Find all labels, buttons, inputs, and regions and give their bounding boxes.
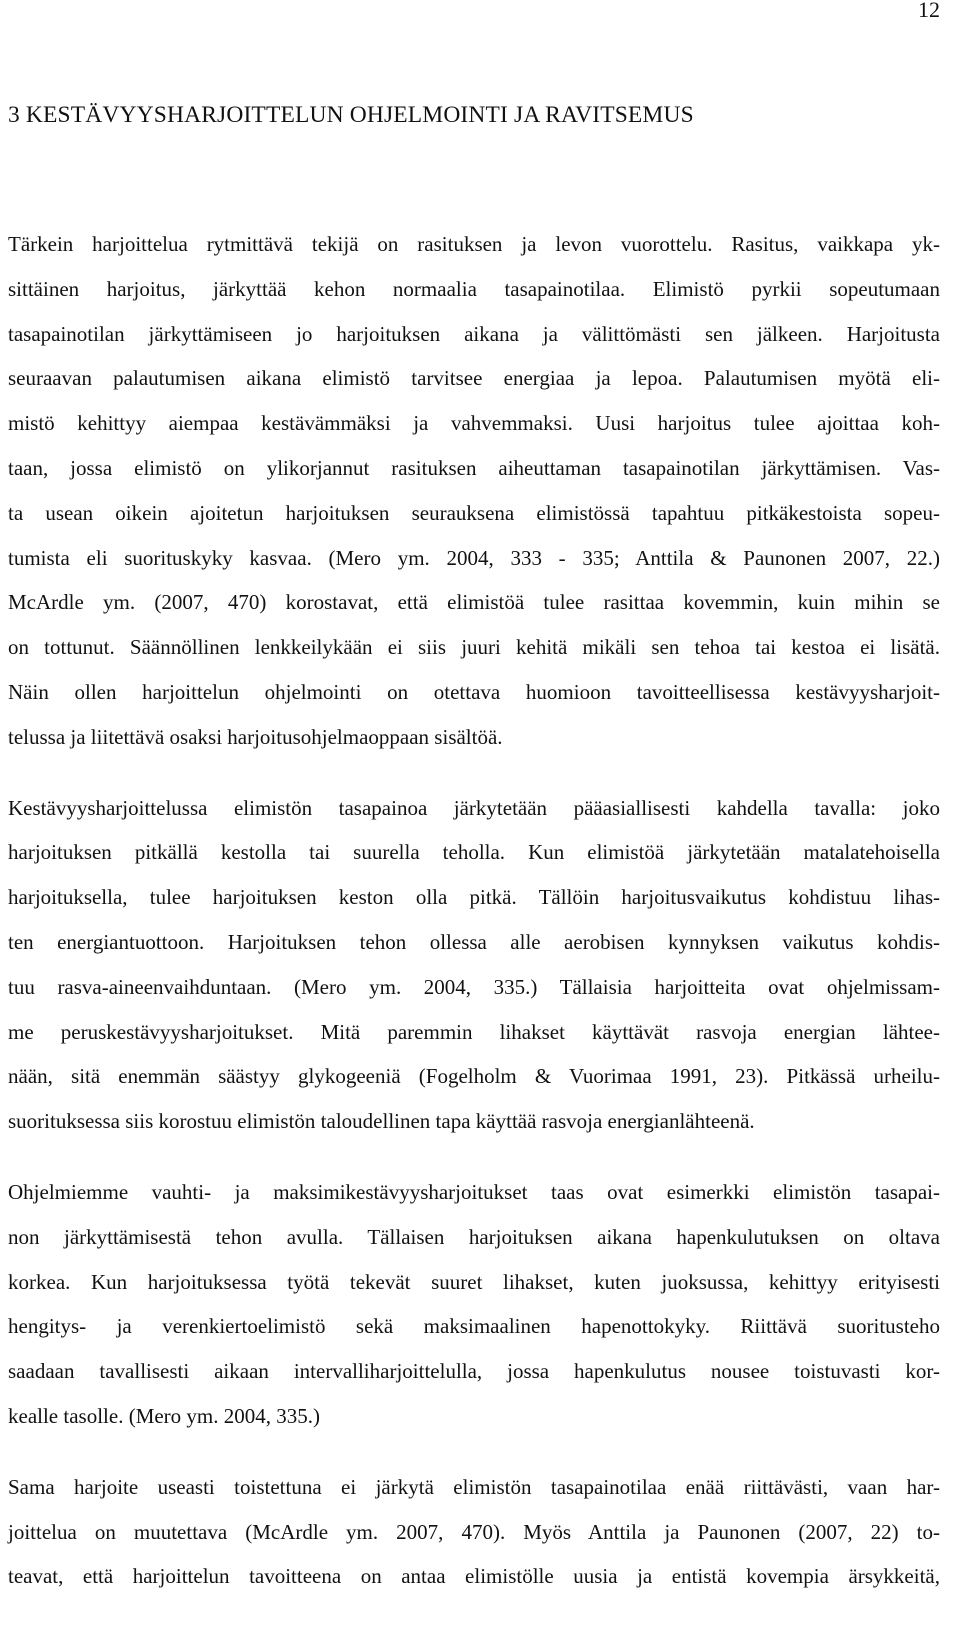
text-line: tuu rasva-aineenvaihduntaan. (Mero ym. 2004, 335.) Tällaisia harjoitteita ovat ohjelmissam- — [8, 974, 940, 999]
body-text — [8, 222, 940, 1625]
text-line: korkea. Kun harjoituksessa työtä tekevät suuret lihakset, kuten juoksussa, kehittyy erityisesti — [8, 1269, 940, 1294]
text-line: McArdle ym. (2007, 470) korostavat, että elimistöä tulee rasittaa kovemmin, kuin mihin se — [8, 590, 940, 615]
chapter-heading: 3 KESTÄVYYSHARJOITTELUN OHJELMOINTI JA RAVITSEMUS — [8, 102, 694, 128]
text-line: ta usean oikein ajoitetun harjoituksen seurauksena elimistössä tapahtuu pitkäkestoista sopeu- — [8, 500, 940, 525]
text-line: Ohjelmiemme vauhti- ja maksimikestävyysharjoitukset taas ovat esimerkki elimistön tasapai- — [8, 1179, 940, 1204]
text-line: kealle tasolle. (Mero ym. 2004, 335.) — [8, 1403, 321, 1428]
text-line: tumista eli suorituskyky kasvaa. (Mero ym. 2004, 333 - 335; Anttila & Paunonen 2007, 22.) — [8, 545, 940, 570]
text-line: telussa ja liitettävä osaksi harjoitusohjelmaoppaan sisältöä. — [8, 724, 503, 749]
text-line: Tärkein harjoittelua rytmittävä tekijä on rasituksen ja levon vuorottelu. Rasitus, vaikkapa yk- — [8, 232, 940, 256]
text-line: Sama harjoite useasti toistettuna ei järkytä elimistön tasapainotilaa enää riittävästi, vaan har- — [8, 1474, 940, 1499]
text-line: harjoituksen pitkällä kestolla tai suurella teholla. Kun elimistöä järkytetään matalatehoisella — [8, 840, 940, 865]
text-line: hengitys- ja verenkiertoelimistö sekä maksimaalinen hapenottokyky. Riittävä suoritusteho — [8, 1314, 940, 1339]
text-line: saadaan tavallisesti aikaan intervalliharjoittelulla, jossa hapenkulutus nousee toistuvasti kor- — [8, 1359, 940, 1384]
text-line: joittelua on muutettava (McArdle ym. 2007, 470). Myös Anttila ja Paunonen (2007, 22) to- — [8, 1519, 940, 1544]
text-line: Näin ollen harjoittelun ohjelmointi on otettava huomioon tavoitteellisessa kestävyysharjoit- — [8, 679, 940, 704]
paragraph-duration-and-intensity — [8, 786, 940, 1144]
text-line: nään, sitä enemmän säästyy glykogeeniä (Fogelholm & Vuorimaa 1991, 23). Pitkässä urheilu- — [8, 1064, 940, 1089]
text-line: seuraavan palautumisen aikana elimistö tarvitsee energiaa ja lepoa. Palautumisen myötä eli- — [8, 366, 940, 391]
text-line: me peruskestävyysharjoitukset. Mitä paremmin lihakset käyttävät rasvoja energian lähtee- — [8, 1019, 940, 1044]
text-line: mistö kehittyy aiempaa kestävämmäksi ja vahvemmaksi. Uusi harjoitus tulee ajoittaa koh- — [8, 411, 940, 436]
text-line: sittäinen harjoitus, järkyttää kehon normaalia tasapainotilaa. Elimistö pyrkii sopeutumaan — [8, 276, 940, 301]
text-line: ten energiantuottoon. Harjoituksen tehon ollessa alle aerobisen kynnyksen vaikutus kohdis- — [8, 929, 940, 954]
text-line: on tottunut. Säännöllinen lenkkeilykään ei siis juuri kehitä mikäli sen tehoa tai kestoa ei lisätä. — [8, 635, 940, 660]
text-line: tasapainotilan järkyttämiseen jo harjoituksen aikana ja välittömästi sen jälkeen. Harjoitusta — [8, 321, 940, 346]
text-line: harjoituksella, tulee harjoituksen keston olla pitkä. Tällöin harjoitusvaikutus kohdistuu lihas- — [8, 885, 940, 910]
text-line: Kestävyysharjoittelussa elimistön tasapainoa järkytetään pääasiallisesti kahdella tavalla: joko — [8, 795, 940, 820]
text-line: taan, jossa elimistö on ylikorjannut rasituksen aiheuttaman tasapainotilan järkyttämisen. Vas- — [8, 455, 940, 480]
text-line: teavat, että harjoittelun tavoitteena on antaa elimistölle uusia ja entistä kovempia ärsykkeitä, — [8, 1564, 940, 1589]
text-line: suorituksessa siis korostuu elimistön taloudellinen tapa käyttää rasvoja energianlähteenä. — [8, 1109, 755, 1134]
text-line: non järkyttämisestä tehon avulla. Tällaisen harjoituksen aikana hapenkulutuksen on oltava — [8, 1224, 940, 1249]
paragraph-interval-training — [8, 1170, 940, 1439]
paragraph-progressive-stimulus — [8, 1465, 940, 1599]
page-number: 12 — [918, 0, 940, 22]
paragraph-rest-and-recovery — [8, 222, 940, 760]
